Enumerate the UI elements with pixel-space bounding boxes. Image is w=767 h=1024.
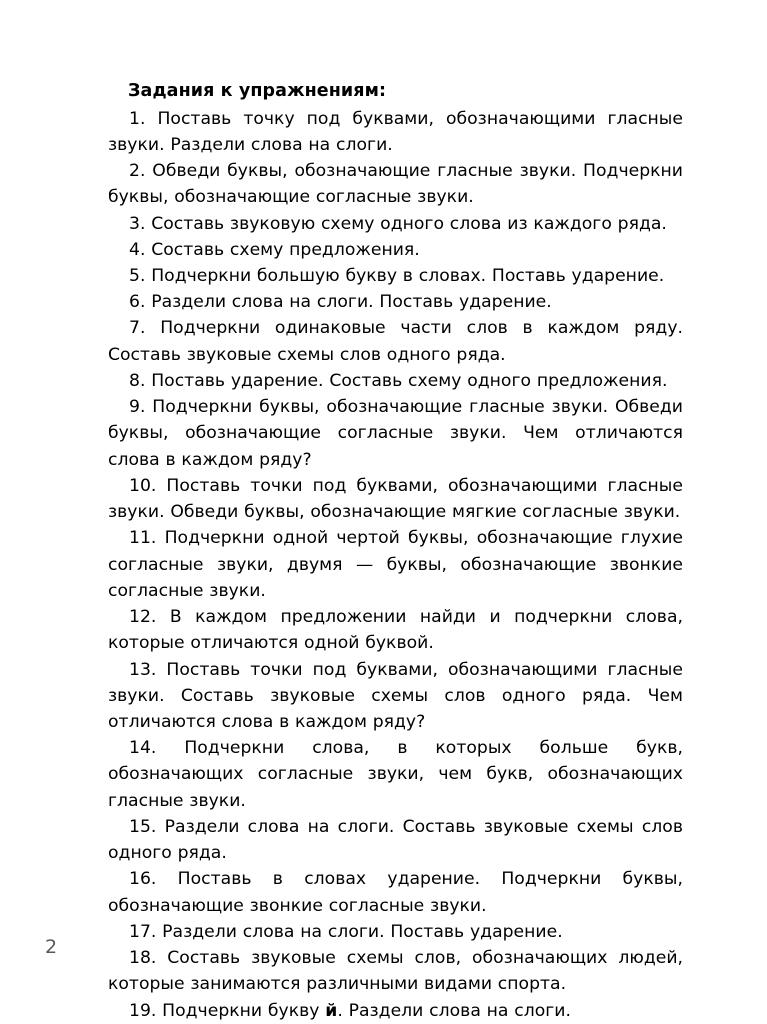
task-item-3: 3. Составь звуковую схему одного слова из каждого ряда. xyxy=(129,213,667,234)
task-item-15: 15. Раздели слова на слоги. Составь звуковые схемы слов одного ряда. xyxy=(108,816,683,864)
task-item-13: 13. Поставь точки под буквами, обозначающими гласные звуки. Составь звуковые схемы слов одного ряда. Чем отличаются слова в каждом ряду? xyxy=(108,659,683,732)
task-item-6: 6. Раздели слова на слоги. Поставь ударение. xyxy=(129,292,552,313)
task-item-2: 2. Обведи буквы, обозначающие гласные звуки. Подчеркни буквы, обозначающие согласные звуки. xyxy=(108,161,683,208)
page-number: 2 xyxy=(45,936,58,958)
task-item-9: 9. Подчеркни буквы, обозначающие гласные звуки. Обведи буквы, обозначающие согласные звуки. Чем отличаются слова в каждом ряду? xyxy=(108,397,683,470)
task-item-4: 4. Составь схему предложения. xyxy=(129,239,420,260)
task-item-5: 5. Подчеркни большую букву в словах. Поставь ударение. xyxy=(129,266,665,286)
page-title: Задания к упражнениям: xyxy=(128,81,387,101)
task-item-10: 10. Поставь точки под буквами, обозначающими гласные звуки. Обведи буквы, обозначающие мягкие согласные звуки. xyxy=(108,475,683,523)
task-item-12: 12. В каждом предложении найди и подчеркни слова, которые отличаются одной буквой. xyxy=(108,607,683,654)
task-item-8: 8. Поставь ударение. Составь схему одного предложения. xyxy=(129,370,668,391)
task-item-19: 19. Подчеркни букву й. Раздели слова на слоги. xyxy=(129,1000,571,1021)
task-item-11: 11. Подчеркни одной чертой буквы, обозначающие глухие согласные звуки, двумя — буквы, обозначающие звонкие согласные звуки. xyxy=(108,528,683,601)
task-item-14: 14. Подчеркни слова, в которых больше букв, обозначающих согласные звуки, чем букв, обозначающих гласные звуки. xyxy=(108,738,683,811)
task-item-7: 7. Подчеркни одинаковые части слов в каждом ряду. Составь звуковые схемы слов одного ряда. xyxy=(108,318,683,365)
document-body xyxy=(108,78,683,1024)
task-item-18: 18. Составь звуковые схемы слов, обозначающих людей, которые занимаются различными видами спорта. xyxy=(108,948,683,995)
task-item-17: 17. Раздели слова на слоги. Поставь ударение. xyxy=(129,921,563,942)
task-item-16: 16. Поставь в словах ударение. Подчеркни буквы, обозначающие звонкие согласные звуки. xyxy=(108,869,683,916)
task-item-1: 1. Поставь точку под буквами, обозначающими гласные звуки. Раздели слова на слоги. xyxy=(108,108,683,155)
